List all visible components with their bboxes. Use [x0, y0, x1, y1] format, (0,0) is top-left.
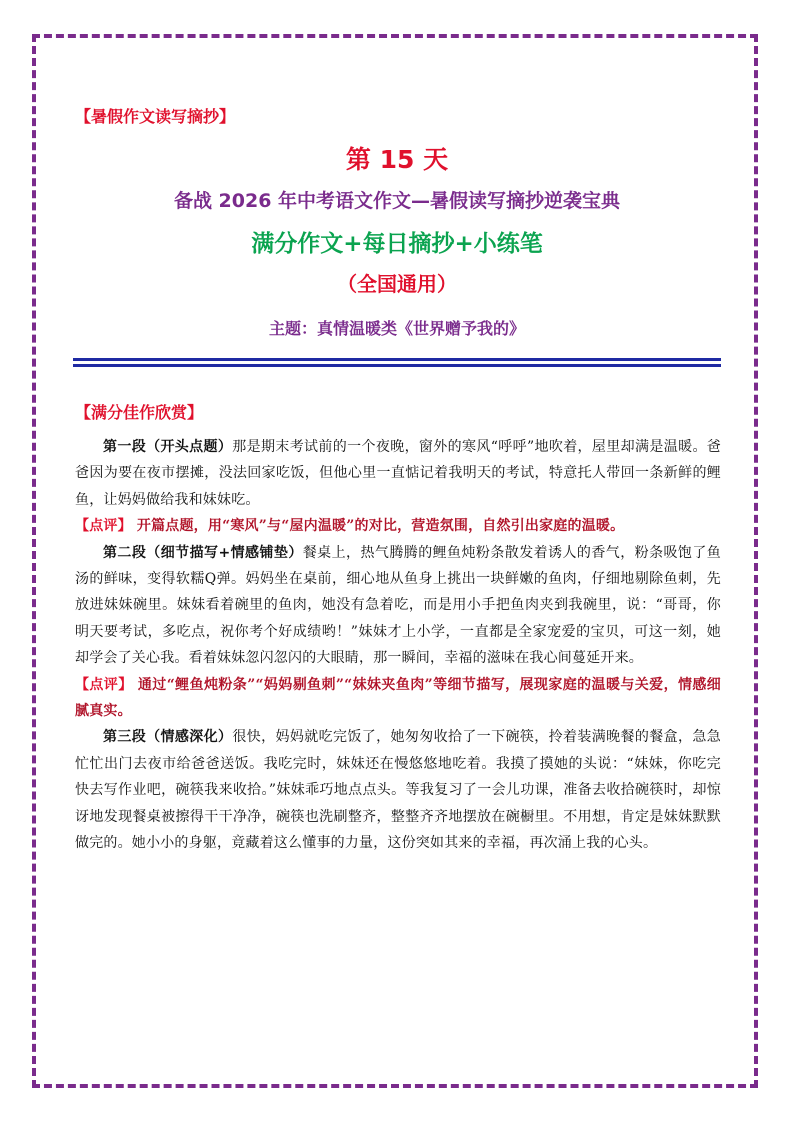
paragraph-lead: 第三段（情感深化）: [103, 729, 233, 746]
paragraph-1: [75, 434, 721, 513]
subtitle: 满分作文+每日摘抄+小练笔: [251, 231, 543, 257]
main-title: 备战 2026 年中考语文作文—暑假读写摘抄逆袭宝典: [173, 190, 621, 212]
comment-text: 开篇点题，用“寒风”与“屋内温暖”的对比，营造氛围，自然引出家庭的温暖。: [131, 518, 625, 535]
essay-body: [75, 434, 721, 857]
scope-label: （全国通用）: [337, 272, 457, 296]
paragraph-3: [75, 724, 721, 856]
theme-line: 主题：真情温暖类《世界赠予我的》: [268, 319, 525, 338]
paragraph-text: 餐桌上，热气腾腾的鲤鱼炖粉条散发着诱人的香气，粉条吸饱了鱼汤的鲜味，变得软糯Q弹。妈妈坐在桌前，细心地从鱼身上挑出一块鲜嫩的鱼肉，仔细地剔除鱼刺，先放进妹妹碗里。妹妹看着碗里的鱼肉，她没有急着吃，而是用小手把鱼肉夹到我碗里，说：“哥哥，你明天要考试，多吃点，祝你考个好成绩哟！”妹妹才上小学，一直都是全家宠爱的宝贝，可这一刻，她却学会了关心我。看着妹妹忽闪忽闪的大眼睛，那一瞬间，幸福的滋味在我心间蔓延开来。: [75, 544, 721, 667]
paragraph-text: 那是期末考试前的一个夜晚，窗外的寒风“呼呼”地吹着，屋里却满是温暖。爸爸因为要在夜市摆摊，没法回家吃饭，但他心里一直惦记着我明天的考试，特意托人带回一条新鲜的鲤鱼，让妈妈做给我和妹妹吃。: [75, 439, 721, 508]
comment-1: [75, 513, 721, 539]
paragraph-2: [75, 540, 721, 672]
divider-bottom: [73, 364, 721, 367]
divider-top: [73, 358, 721, 361]
section-heading: 【满分佳作欣赏】: [75, 403, 204, 422]
comment-2: [75, 672, 721, 725]
comment-tag: 【点评】: [75, 518, 132, 535]
comment-tag: 【点评】: [75, 676, 133, 693]
comment-text: 通过“鲤鱼炖粉条”“妈妈剔鱼刺”“妹妹夹鱼肉”等细节描写，展现家庭的温暖与关爱，情感细腻真实。: [75, 676, 721, 720]
paragraph-lead: 第一段（开头点题）: [103, 439, 233, 455]
paragraph-lead: 第二段（细节描写+情感铺垫）: [103, 544, 303, 561]
paragraph-text: 很快，妈妈就吃完饭了，她匆匆收拾了一下碗筷，拎着装满晚餐的餐盒，急急忙忙出门去夜市给爸爸送饭。我吃完时，妹妹还在慢悠悠地吃着。我摸了摸她的头说：“妹妹，你吃完快去写作业吧，碗筷我来收拾。”妹妹乖巧地点点头。等我复习了一会儿功课，准备去收拾碗筷时，却惊讶地发现餐桌被擦得干干净净，碗筷也洗刷整齐，整整齐齐地摆放在碗橱里。不用想，肯定是妹妹默默做完的。她小小的身躯，竟藏着这么懂事的力量，这份突如其来的幸福，再次涌上我的心头。: [75, 729, 721, 852]
series-tag: 【暑假作文读写摘抄】: [75, 107, 236, 126]
day-title: 第 15 天: [345, 145, 449, 174]
